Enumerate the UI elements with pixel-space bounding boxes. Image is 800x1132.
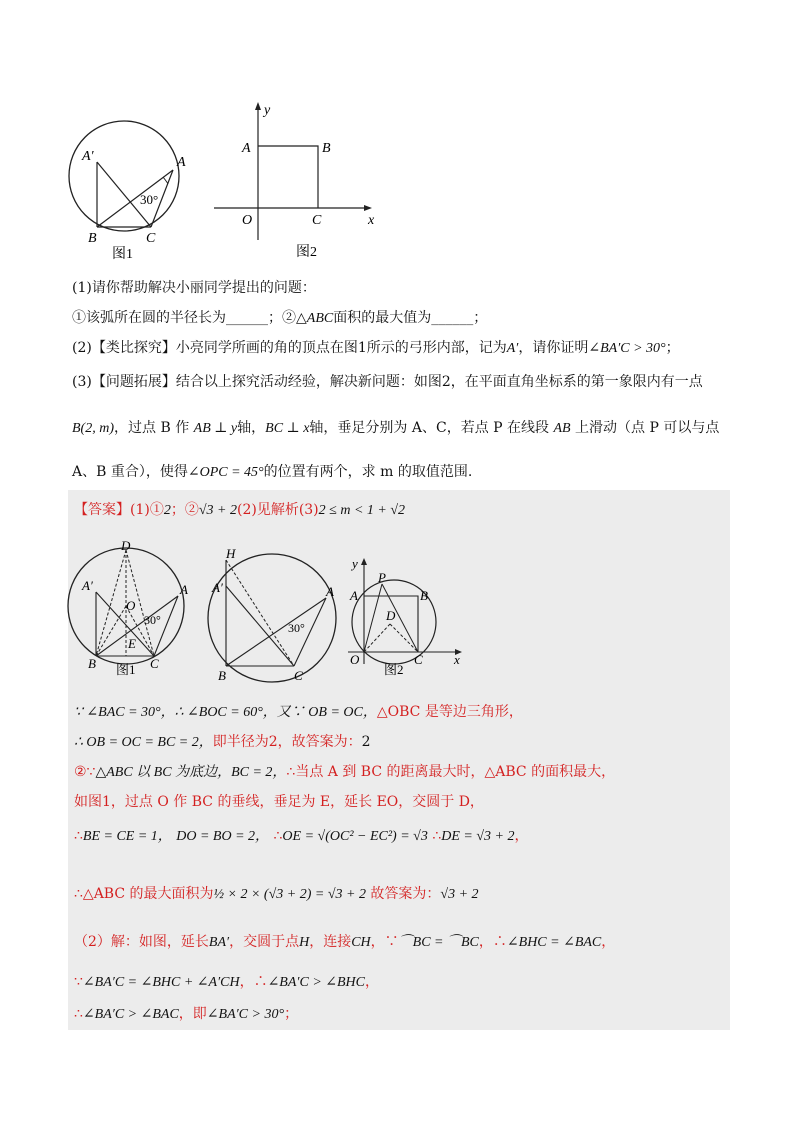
label-C: C [294,668,303,683]
l9-d: ∠BA′C > 30° [206,1007,285,1022]
y-arrow [361,558,367,565]
q3-e2: BC ⊥ x [265,421,310,436]
answer-p2: (2)见解析(3) [236,502,319,518]
l9-a: ∴ [74,1006,83,1022]
blank-2: ______ [431,310,474,326]
segment-DC [390,624,418,652]
label-O: O [126,598,136,613]
question-1-items [72,308,487,329]
answer-v2: √3 + 2 [198,503,237,518]
label-y: y [352,556,358,571]
l7-f: CH [351,935,371,950]
answer-line-9 [74,1004,298,1025]
l6-d: 故答案为： [370,886,441,902]
l9-e: ； [284,1006,299,1022]
l7-a: （2）解：如图，延长 [74,934,209,950]
l8-e: ， [365,974,379,990]
x-arrow [364,205,372,211]
answer-line-1 [74,702,523,723]
answer-figure-2 [342,556,472,676]
l2-a: ∴ OB = OC = BC = 2， [74,735,213,750]
l7-i: ，∴ [478,934,507,950]
label-P: P [378,570,386,585]
l8-c: ，∴ [239,974,268,990]
l5-f: ∴ [432,828,442,844]
segment-DB [96,550,126,656]
l6-e: √3 + 2 [440,887,479,902]
l3-e: △ABC 的面积最大， [484,764,616,780]
l1-b: △OBC 是等边三角形， [376,704,523,720]
l8-b: ∠BA′C = ∠BHC + ∠A′CH [82,975,240,990]
question-3-line3 [72,462,472,483]
q3-t3: 轴，垂足分别为 A、C，若点 P 在线段 [309,420,550,436]
label-x: x [454,652,460,667]
label-C: C [312,213,322,228]
answer-figure-mid [202,540,342,690]
answer-p1: (1)① [130,502,164,518]
label-A: A [350,588,358,603]
l9-b: ∠BA′C > ∠BAC [82,1007,179,1022]
q3-e3: AB [553,421,571,436]
l2-b: 即半径为2，故答案为： [212,734,362,750]
answer-line-8 [74,972,379,993]
answer-line-2 [74,732,371,753]
caption: 图1 [112,247,133,260]
label-A1: A′ [82,149,94,164]
answer-v3: 2 ≤ m < 1 + √2 [318,503,406,518]
label-x: x [368,213,375,228]
q3-l3-e1: ∠OPC = 45° [187,465,264,480]
label-B: B [420,588,428,603]
label-angle: 30° [140,192,159,207]
answer-line-7 [74,932,615,953]
label-A: A [177,155,186,170]
caption: 图2 [384,662,404,676]
l7-c: ，交圆于点 [229,934,300,950]
label-A1: A′ [212,580,223,595]
q2-expr: ∠BA′C > 30° [588,341,666,356]
answer-v1: 2 [163,503,171,518]
answer-figure-1 [66,540,206,680]
label-angle: 30° [144,613,161,627]
l7-b: BA′ [208,935,230,950]
q3-t4: 上滑动（点 P 可以与点 [575,420,720,436]
rectangle-ABC [258,146,318,208]
segment-HC [226,560,294,666]
l2-c: 2 [361,734,371,750]
q3-e1: AB ⊥ y [193,421,238,436]
segment-A1C [226,586,294,666]
label-B: B [322,141,331,156]
l5-h: ， [514,828,529,844]
label-C: C [414,652,423,667]
point-A1: A′ [506,341,519,356]
l7-g: ，∵ [370,934,399,950]
l1-a: ∵ ∠BAC = 30°，∴ ∠BOC = 60°，又∵ OB = OC， [74,705,377,720]
label-angle: 30° [288,621,305,635]
label-H: H [226,546,236,561]
point-B: B(2, m) [72,421,114,436]
q3-t2: 轴， [237,420,266,436]
label-O: O [350,652,360,667]
l8-d: ∠BA′C > ∠BHC [267,975,365,990]
l5-a: ∴ [74,828,83,844]
l3-c: BC = 2， [231,765,287,780]
label-A: A [180,582,188,597]
l7-d: H [299,935,310,950]
label-B: B [218,668,226,683]
l6-c: ½ × 2 × (√3 + 2) = √3 + 2 [213,887,366,902]
q2-end: ； [665,340,680,356]
label-y: y [264,103,271,118]
l5-c: DO = BO = 2， [176,829,270,844]
answer-header [74,500,405,521]
blank-1: ______ [226,310,268,326]
l7-e: ，连接 [309,934,352,950]
top-figure-2 [210,100,390,260]
top-figure-1 [60,120,200,260]
q3-l3-t2: 的位置有两个，求 m 的取值范围. [263,464,473,480]
l7-h: ⌒BC = ⌒BC [398,935,479,950]
angle-arc [163,177,168,184]
answer-line-3 [74,762,615,783]
l7-k: ， [601,934,616,950]
label-O: O [242,213,253,228]
label-A: A [326,584,334,599]
l6-b: △ABC 的最大面积为 [82,886,214,902]
l3-b: △ABC 以 BC 为底边， [95,765,232,780]
label-D: D [121,540,131,553]
q1-item-a: ①该弧所在圆的半径长为 [72,310,226,326]
l8-a: ∵ [74,974,83,990]
l5-b: BE = CE = 1， [82,829,172,844]
caption: 图2 [296,245,317,260]
l7-j: ∠BHC = ∠BAC [506,935,602,950]
q1-end: ； [473,310,488,326]
label-B: B [88,656,96,671]
segment-PO [364,584,382,652]
question-3-line1: (3)【问题拓展】结合以上探究活动经验，解决新问题：如图2，在平面直角坐标系的第一象限内有一点 [72,374,703,390]
label-C: C [146,231,156,246]
label-B: B [88,231,97,246]
q2-prefix: (2)【类比探究】小亮同学所画的角的顶点在图1所示的弓形内部，记为 [72,340,507,356]
label-D: D [386,608,396,623]
label-A: A [242,141,251,156]
triangle-ABC: △ABC [296,311,334,326]
y-arrow [255,102,261,110]
l6-a: ∴ [74,886,83,902]
q3-l3-t1: A、B 重合），使得 [72,464,188,480]
question-3-line2 [72,418,719,439]
q3-t1: ，过点 B 作 [114,420,190,436]
segment-OB [96,606,126,656]
segment-AB [226,598,326,666]
answer-s1: ；② [170,502,199,518]
l3-a: ②∵ [74,764,96,780]
question-2 [72,338,680,359]
question-1: (1)请你帮助解决小丽同学提出的问题： [72,280,316,296]
answer-label: 【答案】 [74,502,130,518]
q1-mid: ；② [268,310,296,326]
l5-g: DE = √3 + 2 [441,829,515,844]
q2-mid: ，请你证明 [518,340,589,356]
l5-e: OE = √(OC² − EC²) = √3 [282,829,428,844]
answer-line-6 [74,884,479,905]
l9-c: ，即 [178,1006,207,1022]
q1-item-b: 面积的最大值为 [333,310,432,326]
caption: 图1 [116,662,136,677]
l3-d: ∴当点 A 到 BC 的距离最大时， [286,764,485,780]
label-C: C [150,656,159,671]
answer-line-5 [74,826,528,847]
l5-d: ∴ [273,828,283,844]
label-E: E [128,636,136,651]
label-A1: A′ [82,578,93,593]
answer-line-4: 如图1，过点 O 作 BC 的垂线，垂足为 E，延长 EO，交圆于 D， [74,794,484,810]
circle [69,121,179,231]
